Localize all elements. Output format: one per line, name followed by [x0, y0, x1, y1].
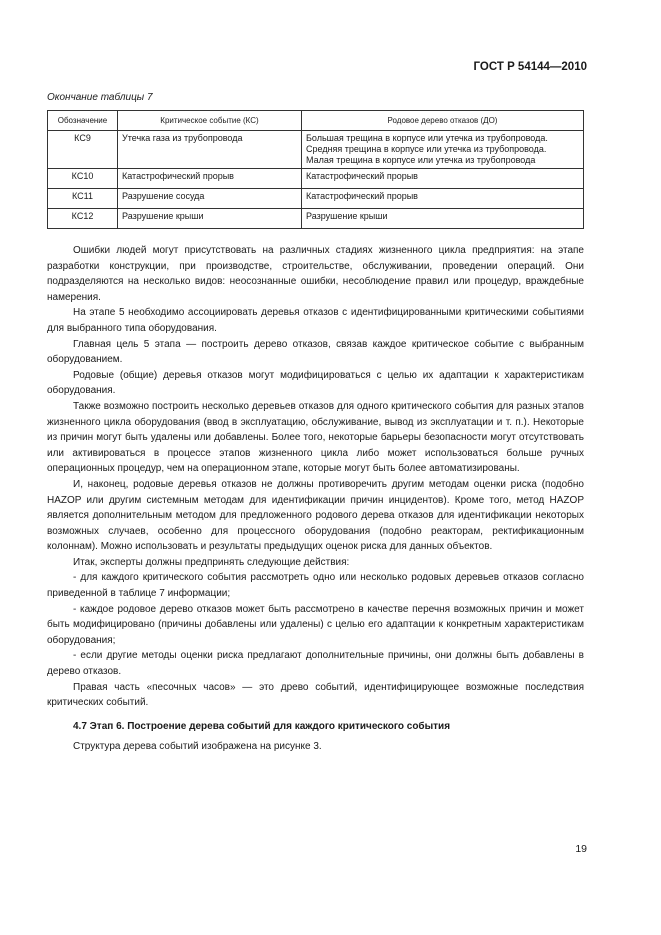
page-number: 19 [575, 843, 587, 855]
row-tree-line: Большая трещина в корпусе или утечка из трубопровода. [306, 133, 548, 143]
table-row [48, 131, 584, 169]
list-item: - каждое родовое дерево отказов может быть рассмотрено в качестве перечня возможных причин и может быть модифицировано (причины добавлены или удалены) с целью его адаптации к конкретным характеристикам оборудования; [47, 603, 584, 646]
row-event: Разрушение крыши [118, 209, 302, 229]
paragraph: Главная цель 5 этапа — построить дерево отказов, связав каждое критическое событие с выбранным оборудованием. [47, 338, 584, 366]
header-designation: Обозначение [48, 111, 118, 131]
row-tree-line: Малая трещина в корпусе или утечка из трубопровода [306, 155, 536, 165]
standard-designation: ГОСТ Р 54144—2010 [473, 61, 587, 73]
paragraph: На этапе 5 необходимо ассоциировать деревья отказов с идентифицированными критическими событиями для выбранного типа оборудования. [47, 307, 584, 334]
table-row [48, 169, 584, 189]
table-row [48, 209, 584, 229]
row-code: КС9 [48, 131, 118, 169]
row-tree [302, 209, 584, 229]
row-code: КС12 [48, 209, 118, 229]
paragraph: Родовые (общие) деревья отказов могут модифицироваться с целью их адаптации к характеристикам оборудования. [47, 369, 584, 397]
paragraph: Правая часть «песочных часов» — это древо событий, идентифицирующее возможные последствия критических событий. [47, 681, 584, 709]
paragraph: Также возможно построить несколько деревьев отказов для одного критического события для разных этапов жизненного цикла оборудования (ввод в эксплуатацию, обслуживание, вывод из эксплуатации и т. п.). Некоторые из причин могут быть удалены или добавлены. Более того, некоторые барьеры безопасности могут отсутствовать или активироваться в процессе этапов жизненного цикла либо может использоваться больше ручных операционных процедур, чем на операционном этапе, которые могут быть более автоматизированы. [47, 400, 584, 475]
row-tree-line: Катастрофический прорыв [306, 191, 418, 201]
row-code: КС10 [48, 169, 118, 189]
row-tree [302, 189, 584, 209]
header-fault-tree: Родовое дерево отказов (ДО) [302, 111, 584, 131]
body-text [47, 243, 584, 754]
critical-events-table [47, 110, 584, 229]
paragraph: Структура дерева событий изображена на рисунке 3. [73, 740, 322, 752]
table-caption: Окончание таблицы 7 [47, 92, 153, 103]
row-code: КС11 [48, 189, 118, 209]
row-event: Утечка газа из трубопровода [118, 131, 302, 169]
table-row [48, 189, 584, 209]
header-critical-event: Критическое событие (КС) [118, 111, 302, 131]
list-item: - если другие методы оценки риска предлагают дополнительные причины, они должны быть добавлены в дерево отказов. [47, 650, 584, 678]
row-tree-line: Катастрофический прорыв [306, 171, 418, 181]
row-tree-line: Разрушение крыши [306, 211, 388, 221]
list-item: - для каждого критического события рассмотреть одно или несколько родовых деревьев отказов согласно приведенной в таблице 7 информации; [47, 572, 584, 600]
row-tree-line: Средняя трещина в корпусе или утечка из трубопровода. [306, 144, 547, 154]
paragraph: И, наконец, родовые деревья отказов не должны противоречить другим методам оценки риска (подобно HAZOP или другим системным методам для идентификации причин инцидентов). Кроме того, метод HAZOP является дополнительным методом для предложенного родового дерева отказов для идентификации некоторых возможных случаев, особенно для процессного оборудования (подобно реакторам, ректификационным колоннам). Можно использовать и результаты предыдущих оценок риска для данных объектов. [47, 478, 584, 553]
paragraph: Итак, эксперты должны предпринять следующие действия: [73, 556, 350, 568]
row-tree [302, 131, 584, 169]
row-event: Катастрофический прорыв [118, 169, 302, 189]
row-event: Разрушение сосуда [118, 189, 302, 209]
section-heading: 4.7 Этап 6. Построение дерева событий для каждого критического события [73, 720, 451, 732]
row-tree [302, 169, 584, 189]
table-header-row [48, 111, 584, 131]
paragraph: Ошибки людей могут присутствовать на различных стадиях жизненного цикла предприятия: на этапе разработки конструкции, при производстве, строительстве, обслуживании, проведении операций. Они подразделяются на несколько видов: неосознанные ошибки, несоблюдение правил или процедур, враждебные намерения. [47, 245, 584, 303]
